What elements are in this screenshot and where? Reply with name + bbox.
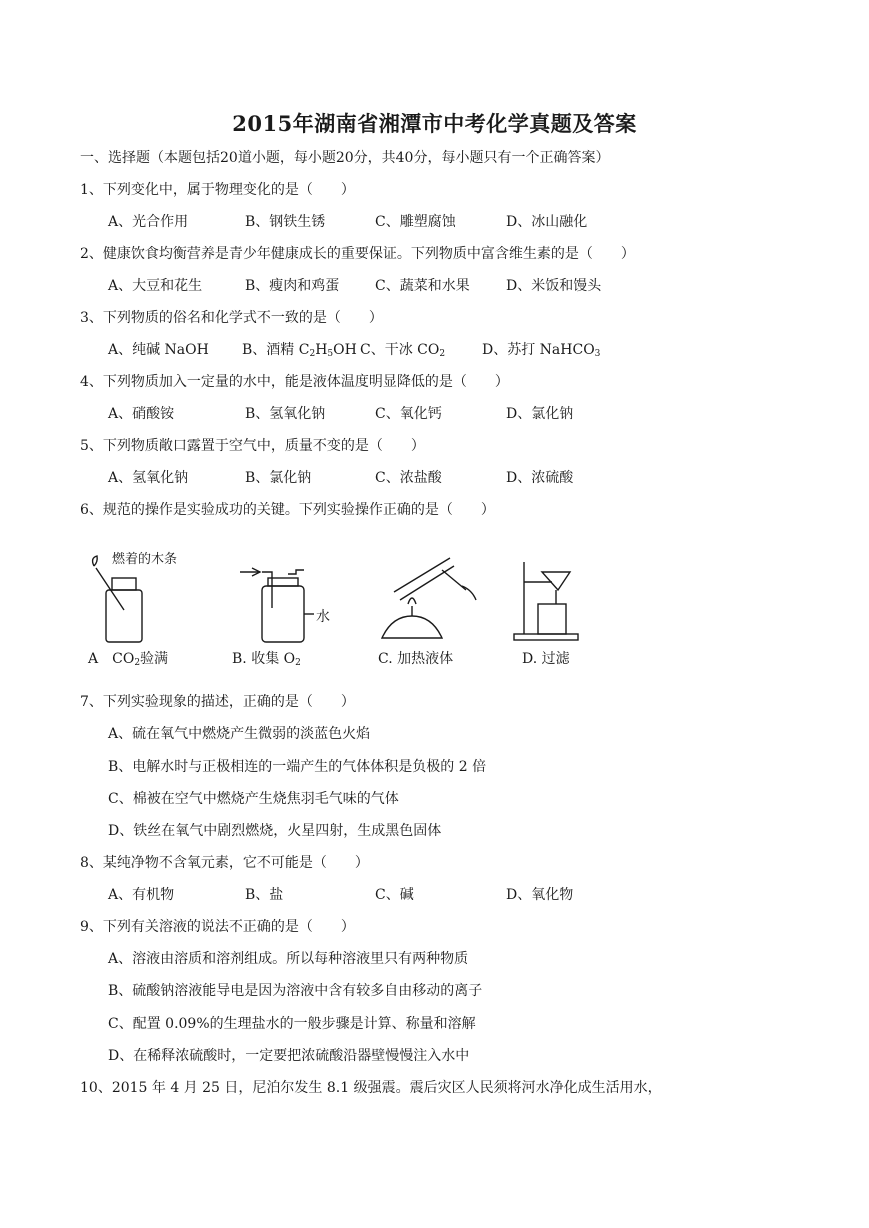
label-a-pre: A CO	[88, 651, 135, 667]
q8-option-a: A、有机物	[108, 887, 175, 903]
q2-option-d: D、米饭和馒头	[506, 278, 602, 294]
q3-b-pre: B、酒精 C	[242, 342, 310, 358]
q9-option-d: D、在稀释浓硫酸时，一定要把浓硫酸沿器壁慢慢注入水中	[108, 1048, 470, 1064]
label-burning-splint: 燃着的木条	[112, 552, 178, 567]
question-4-stem: 4、下列物质加入一定量的水中，能是液体温度明显降低的是（ ）	[80, 374, 509, 390]
q3-option-d	[482, 340, 600, 360]
label-b-sub: 2	[295, 658, 301, 668]
label-b-pre: B. 收集 O	[232, 651, 296, 667]
question-3-stem: 3、下列物质的俗名和化学式不一致的是（ ）	[80, 310, 383, 326]
page-title: 2015年湖南省湘潭市中考化学真题及答案	[232, 111, 637, 136]
q3-b-sub2: 5	[327, 349, 334, 359]
label-d: D. 过滤	[522, 651, 570, 667]
q1-option-d: D、冰山融化	[506, 214, 588, 230]
section-heading: 一、选择题（本题包括20道小题，每小题20分，共40分，每小题只有一个正确答案）	[80, 150, 610, 166]
question-1-stem: 1、下列变化中，属于物理变化的是（ ）	[80, 182, 355, 198]
q9-option-c: C、配置 0.09%的生理盐水的一般步骤是计算、称量和溶解	[108, 1016, 476, 1032]
lab-operations-figure	[82, 548, 622, 673]
q7-option-b: B、电解水时与正极相连的一端产生的气体体积是负极的 2 倍	[108, 759, 487, 775]
q8-option-c: C、碱	[375, 887, 414, 903]
question-6-stem: 6、规范的操作是实验成功的关键。下列实验操作正确的是（ ）	[80, 502, 495, 518]
q4-option-c: C、氧化钙	[375, 406, 442, 422]
apparatus-a-co2-test	[93, 556, 142, 642]
q7-option-c: C、棉被在空气中燃烧产生烧焦羽毛气味的气体	[108, 791, 399, 807]
label-a-post: 验满	[140, 651, 169, 667]
q3-b-sub1: 2	[309, 349, 316, 359]
q1-option-c: C、雕塑腐蚀	[375, 214, 456, 230]
question-2-stem: 2、健康饮食均衡营养是青少年健康成长的重要保证。下列物质中富含维生素的是（ ）	[80, 246, 635, 262]
question-7-stem: 7、下列实验现象的描述，正确的是（ ）	[80, 694, 355, 710]
q5-option-c: C、浓盐酸	[375, 470, 442, 486]
q5-option-b: B、氯化钠	[245, 470, 312, 486]
q7-option-a: A、硫在氧气中燃烧产生微弱的淡蓝色火焰	[108, 726, 371, 742]
question-8-stem: 8、某纯净物不含氧元素，它不可能是（ ）	[80, 855, 369, 871]
q3-c-pre: C、干冰 CO	[360, 342, 440, 358]
label-b	[232, 648, 301, 668]
label-a-sub: 2	[134, 658, 141, 668]
q5-option-a: A、氢氧化钠	[108, 470, 189, 486]
q3-option-a: A、纯碱 NaOH	[108, 342, 209, 358]
q1-option-a: A、光合作用	[108, 214, 189, 230]
q9-option-b: B、硫酸钠溶液能导电是因为溶液中含有较多自由移动的离子	[108, 983, 483, 999]
q2-option-a: A、大豆和花生	[108, 278, 203, 294]
question-10-stem: 10、2015 年 4 月 25 日，尼泊尔发生 8.1 级强震。震后灾区人民须将河水净化成生活用水，	[80, 1080, 662, 1096]
q2-option-c: C、蔬菜和水果	[375, 278, 470, 294]
apparatus-c-heat-liquid	[382, 558, 476, 638]
q5-option-d: D、浓硫酸	[506, 470, 574, 486]
label-c: C. 加热液体	[378, 651, 454, 667]
q3-d-sub: 3	[594, 349, 601, 359]
label-water: 水	[316, 609, 330, 625]
q3-b-post: OH	[333, 342, 357, 358]
apparatus-d-filtration	[514, 562, 578, 640]
q9-option-a: A、溶液由溶质和溶剂组成。所以每种溶液里只有两种物质	[108, 951, 469, 967]
q8-option-d: D、氧化物	[506, 887, 574, 903]
q3-c-sub: 2	[439, 349, 446, 359]
q8-option-b: B、盐	[245, 887, 284, 903]
q3-d-pre: D、苏打 NaHCO	[482, 342, 595, 358]
question-9-stem: 9、下列有关溶液的说法不正确的是（ ）	[80, 919, 355, 935]
q7-option-d: D、铁丝在氧气中剧烈燃烧，火星四射，生成黑色固体	[108, 823, 442, 839]
q4-option-a: A、硝酸铵	[108, 406, 175, 422]
q1-option-b: B、钢铁生锈	[245, 214, 326, 230]
q3-b-mid: H	[315, 342, 328, 358]
q4-option-d: D、氯化钠	[506, 406, 574, 422]
q3-option-c	[360, 340, 445, 360]
q3-option-b	[242, 340, 357, 360]
q4-option-b: B、氢氧化钠	[245, 406, 326, 422]
apparatus-b-collect-o2	[240, 568, 314, 642]
q2-option-b: B、瘦肉和鸡蛋	[245, 278, 340, 294]
question-5-stem: 5、下列物质敞口露置于空气中，质量不变的是（ ）	[80, 438, 425, 454]
label-a	[88, 648, 168, 668]
